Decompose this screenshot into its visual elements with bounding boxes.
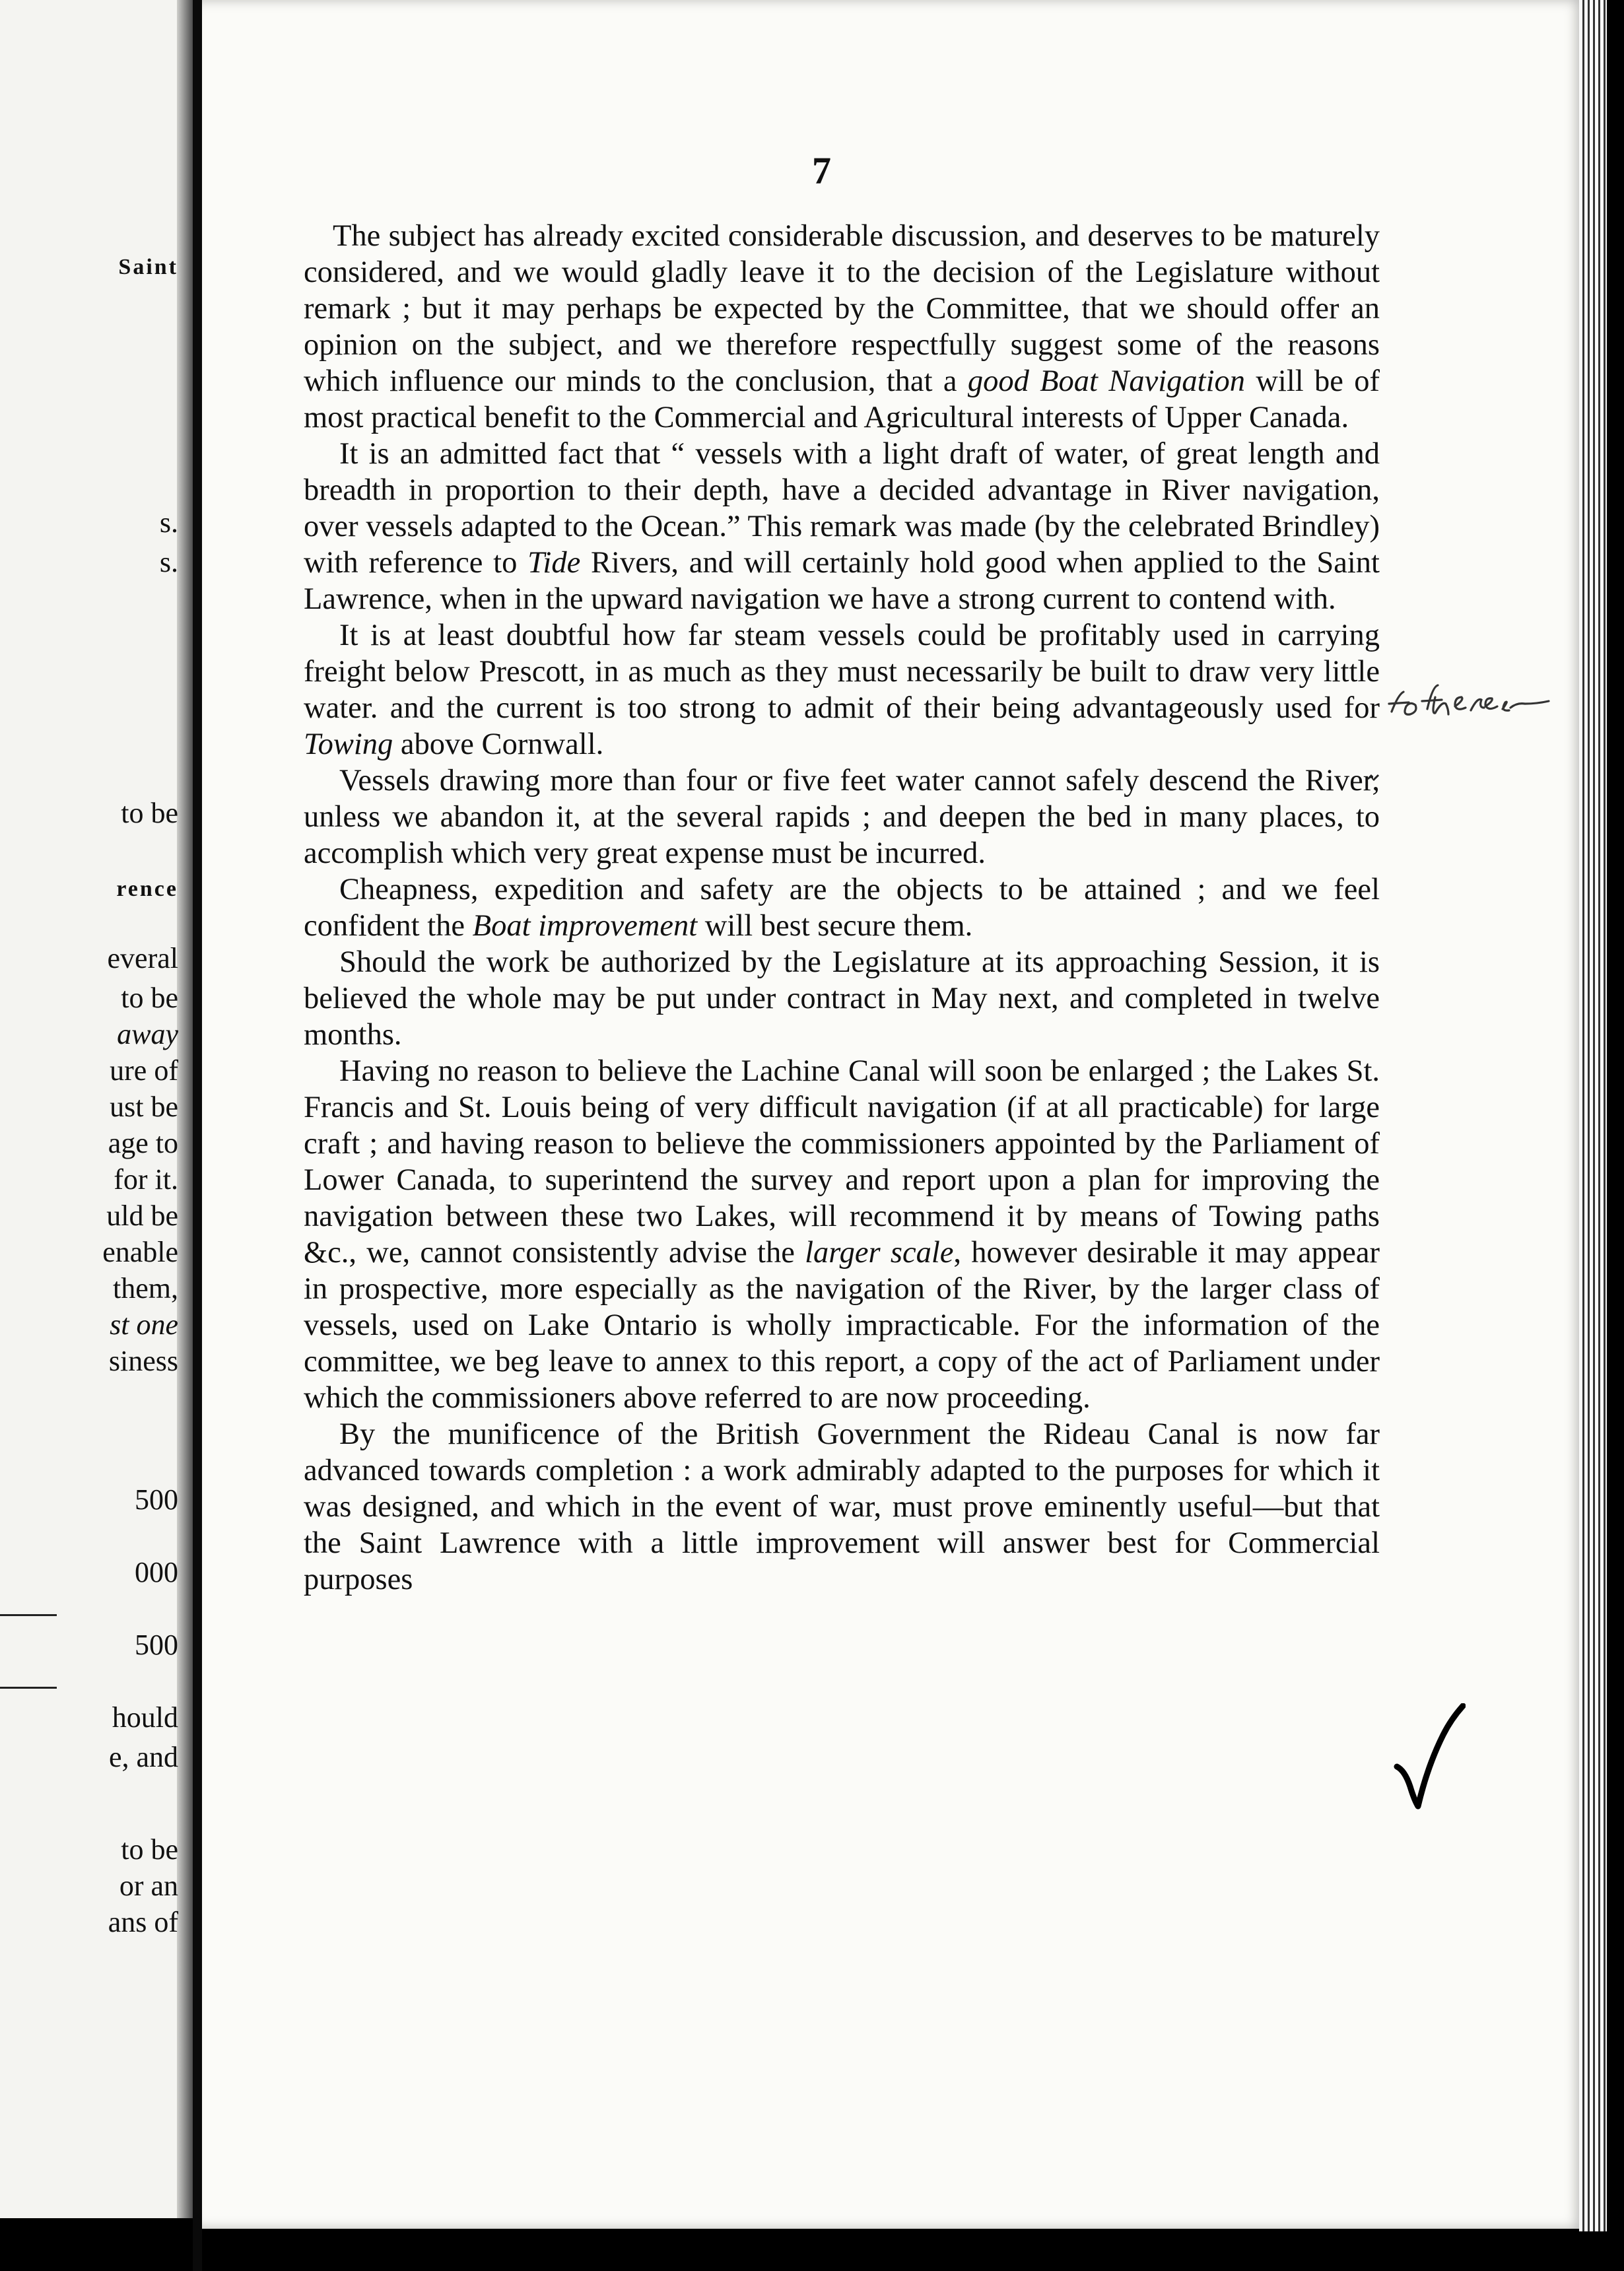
facing-page-text: away	[117, 1018, 178, 1050]
book-gutter	[193, 0, 202, 2271]
paragraph: Having no reason to believe the Lachine Canal will soon be enlarged ; the Lakes St. Francis and St. Louis being of very difficult navigation (if at all practicable) for large craft ; and having reason to believe the commissioners appointed by the Parliament of Lower Canada, to superintend the survey and report upon a plan for improving the navigation between these two Lakes, will recommend it by means of Towing paths &c., we, cannot consistently advise the larger scale, however desirable it may appear in prospective, more especially as the navigation of the River, by the larger class of vessels, used on Lake Ontario is wholly impracticable. For the information of the committee, we beg leave to annex to this report, a copy of the act of Parliament under which the commissioners above referred to are now proceeding.	[304, 1054, 1380, 1415]
paragraph: Vessels drawing more than four or five feet water cannot safely descend the River, unless we abandon it, at the several rapids ; and deepen the bed in many places, to accomplish which very great expense must be incurred.	[304, 764, 1380, 870]
facing-page-text: or an	[119, 1870, 178, 1902]
facing-page-text: uld be	[106, 1200, 178, 1232]
facing-page-text: st one	[110, 1308, 178, 1341]
facing-page-text: s.	[159, 546, 178, 578]
body-text	[304, 218, 1380, 1598]
facing-page-text: Saint	[118, 255, 178, 279]
page-edge-stack	[1579, 0, 1607, 2231]
facing-page-text: them,	[113, 1272, 178, 1305]
paragraph: It is an admitted fact that “ vessels with a light draft of water, of great length and breadth in proportion to their depth, have a decided advantage in River navigation, over vessels adapted to the Ocean.” This remark was made (by the celebrated Brindley) with reference to Tide Rivers, and will certainly hold good when applied to the Saint Lawrence, when in the upward navigation we have a strong current to contend with.	[304, 437, 1380, 616]
facing-page-text: ure of	[110, 1054, 178, 1087]
paragraph: The subject has already excited considerable discussion, and deserves to be maturely considered, and we would gladly leave it to the decision of the Legislature without remark ; but it may perhaps be expected by the Committee, that we should offer an opinion on the subject, and we therefore respectfully suggest some of the reasons which influence our minds to the conclusion, that a good Boat Navigation will be of most practical benefit to the Commercial and Agricultural interests of Upper Canada.	[304, 219, 1380, 434]
facing-page-text: enable	[102, 1236, 178, 1268]
facing-page-text: 000	[135, 1556, 178, 1588]
page-number: 7	[812, 149, 831, 192]
sum-rule	[0, 1687, 57, 1689]
facing-page-text: to be	[121, 982, 178, 1014]
sum-rule	[0, 1614, 57, 1616]
facing-page-text: hould	[112, 1701, 178, 1734]
facing-page-text: 500	[135, 1629, 178, 1661]
check-mark-icon	[1393, 1703, 1466, 1815]
handwritten-note	[1386, 680, 1551, 733]
facing-page-text: to be	[121, 1833, 178, 1866]
facing-page-text: age to	[108, 1127, 178, 1159]
facing-page-text: rence	[116, 877, 178, 901]
facing-page-text: ust be	[110, 1091, 178, 1123]
paragraph: Should the work be authorized by the Legislature at its approaching Session, it is believed the whole may be put under contract in May next, and completed in twelve months.	[304, 945, 1380, 1052]
facing-page-text: 500	[135, 1483, 178, 1516]
paragraph: Cheapness, expedition and safety are the objects to be attained ; and we feel confident the Boat improvement will best secure them.	[304, 873, 1380, 943]
pen-mark	[1367, 771, 1382, 786]
facing-page-text: everal	[107, 942, 178, 974]
facing-page-text: to be	[121, 797, 178, 829]
paragraph: By the munificence of the British Government the Rideau Canal is now far advanced towards completion : a work admirably adapted to the purposes for which it was designed, and which in the event of war, must prove eminently useful—but that the Saint Lawrence with a little improvement will answer best for Commercial purposes	[304, 1417, 1380, 1596]
facing-page-text: for it.	[114, 1163, 178, 1196]
facing-page-text: e, and	[108, 1741, 178, 1773]
facing-page-text: s.	[159, 506, 178, 539]
facing-page-text: ans of	[108, 1906, 178, 1938]
facing-page-text: siness	[108, 1345, 178, 1377]
paragraph: It is at least doubtful how far steam vessels could be profitably used in carrying freight below Prescott, in as much as they must necessarily be built to draw very little water. and the current is too strong to admit of their being advantageously used for Towing above Cornwall.	[304, 619, 1380, 761]
